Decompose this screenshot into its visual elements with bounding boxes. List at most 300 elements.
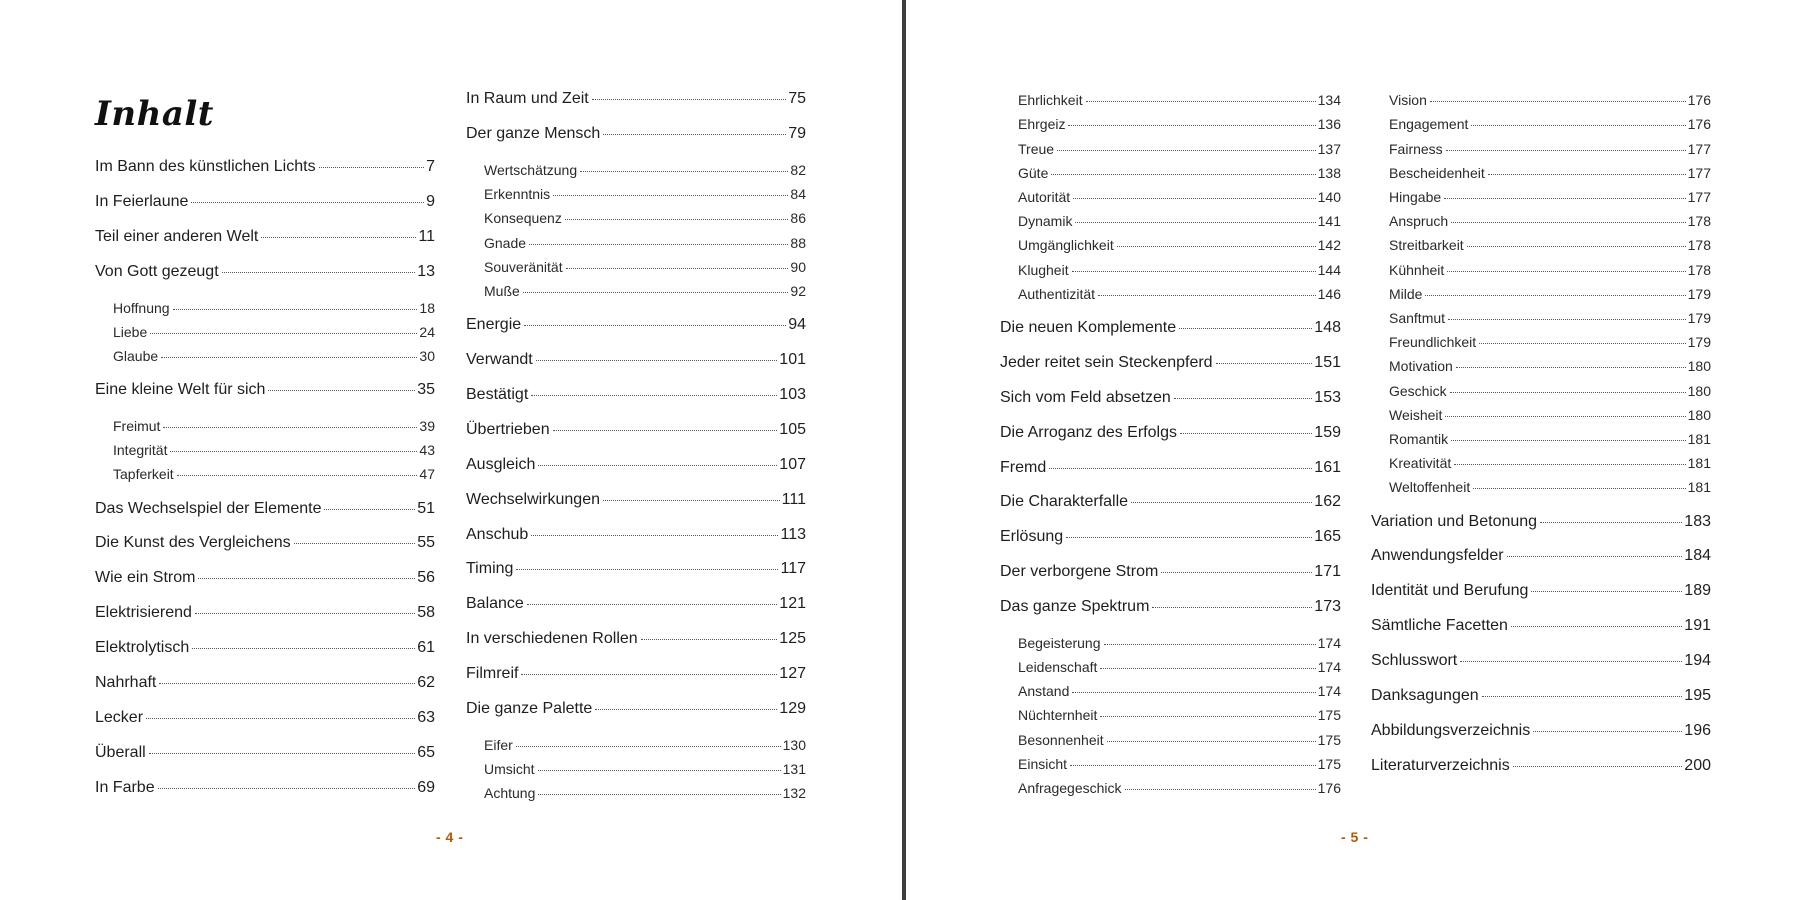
toc-entry-page: 148 [1314,318,1341,336]
toc-dot-leader [521,674,777,675]
toc-entry [466,90,806,108]
toc-dot-leader [1152,607,1312,608]
toc-entry [95,300,435,316]
toc-entry [1371,617,1711,635]
toc-entry-page: 130 [782,736,806,753]
toc-entry [95,381,435,399]
toc-entry-title: Verwandt [466,351,533,368]
toc-entry-title: Ehrlichkeit [1018,92,1083,109]
toc-dot-leader [1540,522,1682,523]
toc-entry-title: Bestätigt [466,385,529,403]
toc-dot-leader [1066,537,1312,538]
toc-entry [1371,116,1711,132]
toc-entry-title: Elektrisierend [95,604,192,622]
toc-entry [95,744,435,762]
toc-entry [95,348,435,364]
toc-dot-leader [268,390,415,391]
toc-column-right-1 [1000,0,1341,800]
toc-dot-leader [1179,328,1312,329]
toc-dot-leader [1117,246,1316,247]
toc-dot-leader [531,535,778,536]
toc-title: Inhalt [95,94,214,134]
toc-dot-leader [1430,101,1686,102]
toc-entry [1000,659,1341,675]
toc-entry-page: 146 [1317,285,1341,302]
toc-entry-page: 159 [1314,423,1341,441]
toc-entry-page: 153 [1314,388,1341,406]
toc-entry-page: 129 [779,700,806,717]
toc-entry-page: 51 [417,499,435,517]
toc-dot-leader [641,639,778,640]
toc-entry-title: Identität und Berufung [1371,582,1529,600]
toc-entry-title: Wertschätzung [484,161,578,178]
toc-dot-leader [592,99,786,100]
toc-dot-leader [1460,661,1682,662]
toc-entry [466,456,806,474]
toc-entry [1000,116,1341,132]
toc-entry [1371,722,1711,740]
toc-entry-title: Fremd [1000,458,1047,476]
toc-entry-title: Geschick [1389,382,1447,399]
toc-column-left-2 [466,0,806,800]
toc-entry-title: Nahrhaft [95,674,157,691]
toc-entry-title: Motivation [1389,358,1453,375]
toc-entry-title: Fairness [1389,140,1443,157]
toc-dot-leader [538,465,777,466]
toc-entry [466,386,806,404]
toc-entry [466,700,806,718]
toc-entry [95,466,435,482]
toc-entry-page: 9 [426,193,435,211]
toc-dot-leader [149,753,416,754]
toc-entry-title: Das ganze Spektrum [1000,598,1150,616]
toc-dot-leader [1513,766,1683,767]
toc-dot-leader [1107,741,1316,742]
toc-dot-leader [177,475,418,476]
toc-entry-page: 175 [1317,707,1341,724]
toc-entry-page: 11 [418,228,435,246]
toc-entry [1000,165,1341,181]
toc-dot-leader [516,746,781,747]
toc-entry-page: 131 [782,760,806,777]
toc-entry-title: Leidenschaft [1018,658,1098,675]
toc-entry-title: Kreativität [1389,455,1452,472]
toc-entry-page: 189 [1684,582,1711,600]
toc-entry-title: Ausgleich [466,455,536,473]
toc-entry-page: 58 [417,604,435,622]
toc-entry-title: Timing [466,560,514,578]
toc-entry [466,125,806,143]
toc-entry-title: Engagement [1389,116,1469,133]
toc-entry-page: 181 [1687,455,1711,472]
toc-entry-title: Erkenntnis [484,186,551,203]
toc-entry-title: Dynamik [1018,213,1073,230]
toc-entry-page: 136 [1317,116,1341,133]
toc-entry-title: Danksagungen [1371,687,1479,704]
toc-entry-title: Die Arroganz des Erfolgs [1000,423,1177,441]
toc-entry-title: Hoffnung [113,299,170,316]
toc-dot-leader [595,709,777,710]
toc-entry-title: Energie [466,316,522,334]
toc-entry-page: 173 [1314,598,1341,616]
toc-entry-page: 174 [1317,634,1341,651]
toc-entry [95,500,435,518]
toc-dot-leader [1174,398,1313,399]
toc-entry [1000,732,1341,748]
toc-dot-leader [1451,222,1685,223]
toc-entry-page: 103 [779,385,806,403]
toc-entry [1000,598,1341,616]
toc-entry [1371,687,1711,705]
toc-entry-page: 30 [419,348,435,365]
toc-entry-title: Achtung [484,785,536,801]
toc-entry-page: 184 [1684,547,1711,565]
toc-dot-leader [195,613,415,614]
toc-dot-leader [1454,464,1685,465]
toc-entry [1371,652,1711,670]
toc-entry-page: 194 [1684,652,1711,670]
toc-entry-title: In verschiedenen Rollen [466,630,638,648]
toc-entry-page: 179 [1687,285,1711,302]
toc-dot-leader [523,292,789,293]
toc-entry-page: 138 [1317,164,1341,181]
toc-entry-page: 177 [1687,188,1711,205]
toc-column-left-1 [95,0,435,800]
toc-entry-title: Kühnheit [1389,261,1445,278]
toc-entry-title: Streitbarkeit [1389,237,1464,254]
toc-entry-page: 161 [1314,458,1341,476]
toc-dot-leader [603,134,786,135]
toc-entry-page: 176 [1317,779,1341,796]
toc-entry [95,418,435,434]
toc-entry [466,235,806,251]
toc-entry-title: Tapferkeit [113,466,174,483]
toc-entry [1371,383,1711,399]
toc-entry-page: 175 [1317,755,1341,772]
toc-entry-title: Variation und Betonung [1371,512,1538,530]
toc-entry-page: 86 [790,210,806,227]
toc-entry-page: 55 [417,534,435,552]
toc-entry [466,761,806,777]
toc-entry-title: Der verborgene Strom [1000,563,1159,581]
toc-entry-page: 180 [1687,406,1711,423]
toc-dot-leader [531,395,777,396]
toc-dot-leader [1161,572,1312,573]
toc-entry-page: 200 [1684,756,1711,774]
toc-dot-leader [159,683,415,684]
toc-entry-page: 137 [1317,140,1341,157]
toc-dot-leader [1100,716,1315,717]
toc-entry [466,665,806,683]
toc-entry-page: 24 [419,323,435,340]
toc-entry-page: 117 [780,560,806,578]
toc-entry [1000,493,1341,511]
toc-entry-page: 92 [790,282,806,299]
toc-dot-leader [1073,198,1316,199]
toc-entry [1371,431,1711,447]
toc-entry-title: In Farbe [95,778,155,796]
toc-entry [1000,92,1341,108]
toc-entry-title: Weltoffenheit [1389,479,1471,496]
toc-entry-title: Weisheit [1389,406,1443,423]
toc-entry-page: 183 [1684,512,1711,530]
toc-dot-leader [1446,150,1686,151]
toc-entry-page: 101 [779,351,806,368]
toc-entry-page: 35 [417,381,435,399]
toc-entry-page: 171 [1314,563,1341,581]
toc-entry [466,351,806,369]
toc-entry-title: Schlusswort [1371,652,1458,670]
toc-dot-leader [173,309,418,310]
toc-entry-page: 132 [782,785,806,801]
toc-dot-leader [1100,668,1315,669]
toc-entry [1371,513,1711,531]
toc-entry [95,442,435,458]
toc-entry-page: 65 [417,743,435,761]
toc-entry [1000,141,1341,157]
toc-entry [1000,683,1341,699]
toc-entry-page: 180 [1687,382,1711,399]
toc-entry-title: Freundlichkeit [1389,334,1477,351]
toc-entry-title: Die neuen Komplemente [1000,318,1177,336]
toc-entry [1371,141,1711,157]
toc-dot-leader [294,543,416,544]
toc-entry [1000,189,1341,205]
toc-entry-title: Umsicht [484,760,535,777]
toc-entry [1000,389,1341,407]
toc-entry [1371,262,1711,278]
toc-entry-page: 84 [790,186,806,203]
toc-entry-title: Anspruch [1389,213,1449,230]
toc-dot-leader [553,430,778,431]
toc-entry [1371,213,1711,229]
toc-dot-leader [1533,731,1682,732]
toc-entry-page: 39 [419,417,435,434]
toc-entry-page: 175 [1317,731,1341,748]
toc-dot-leader [150,333,417,334]
toc-entry-title: Die Kunst des Vergleichens [95,534,291,552]
toc-entry [466,785,806,801]
toc-dot-leader [1104,644,1316,645]
toc-dot-leader [524,325,786,326]
toc-dot-leader [1451,440,1686,441]
toc-dot-leader [1467,246,1686,247]
toc-entry-title: Von Gott gezeugt [95,263,219,281]
toc-entry [95,263,435,281]
toc-dot-leader [566,268,789,269]
toc-dot-leader [1131,502,1312,503]
toc-entry-title: Glaube [113,348,159,365]
toc-dot-leader [158,788,416,789]
toc-entry-title: Konsequenz [484,210,562,227]
toc-dot-leader [1425,295,1685,296]
toc-dot-leader [603,500,780,501]
toc-dot-leader [1511,626,1682,627]
toc-entry-title: Besonnenheit [1018,731,1104,748]
toc-dot-leader [1072,692,1315,693]
toc-dot-leader [1445,416,1685,417]
toc-entry [1371,757,1711,775]
toc-entry-title: Bescheidenheit [1389,164,1485,181]
toc-entry [1371,547,1711,565]
toc-entry-page: 79 [788,125,806,143]
toc-entry-page: 141 [1317,213,1341,230]
toc-entry [1371,334,1711,350]
toc-entry-title: Nüchternheit [1018,707,1098,724]
toc-entry [1371,358,1711,374]
toc-entry [1371,286,1711,302]
toc-entry-page: 181 [1687,430,1711,447]
toc-entry [466,560,806,578]
toc-entry [1371,165,1711,181]
toc-dot-leader [146,718,415,719]
toc-entry [466,162,806,178]
toc-entry [1000,213,1341,229]
toc-column-right-2 [1371,0,1711,800]
toc-dot-leader [198,578,415,579]
toc-dot-leader [1444,198,1685,199]
toc-entry [95,674,435,692]
toc-entry-title: Wechselwirkungen [466,490,600,508]
toc-entry-page: 94 [788,316,806,334]
toc-entry-title: In Raum und Zeit [466,90,589,108]
toc-dot-leader [1057,150,1316,151]
toc-entry [1000,424,1341,442]
toc-entry-title: Authentizität [1018,285,1096,302]
toc-entry-page: 88 [790,234,806,251]
toc-entry [466,630,806,648]
toc-dot-leader [1070,765,1316,766]
toc-entry-title: Sämtliche Facetten [1371,617,1508,635]
toc-entry-page: 75 [788,90,806,108]
toc-dot-leader [324,509,415,510]
toc-entry [95,709,435,727]
toc-entry-title: Eine kleine Welt für sich [95,381,266,399]
toc-entry-page: 177 [1687,140,1711,157]
toc-entry-title: Das Wechselspiel der Elemente [95,499,322,517]
toc-entry [95,604,435,622]
right-page [906,0,1806,900]
toc-entry-page: 179 [1687,309,1711,326]
toc-entry-title: Vision [1389,92,1427,109]
toc-entry-page: 180 [1687,358,1711,375]
toc-dot-leader [1482,696,1683,697]
toc-entry-page: 196 [1684,721,1711,739]
toc-entry-page: 62 [417,674,435,691]
toc-entry-page: 151 [1314,353,1341,371]
toc-entry-page: 195 [1684,687,1711,704]
toc-entry-page: 82 [790,161,806,178]
toc-entry-page: 105 [779,420,806,438]
toc-dot-leader [1531,591,1682,592]
toc-dot-leader [1180,433,1312,434]
toc-entry-title: Anwendungsfelder [1371,547,1504,565]
toc-dot-leader [170,451,417,452]
toc-entry-page: 7 [426,158,435,176]
toc-dot-leader [516,569,778,570]
toc-dot-leader [536,360,778,361]
toc-entry [1371,479,1711,495]
toc-dot-leader [1049,468,1312,469]
toc-entry [1000,707,1341,723]
toc-entry-title: Liebe [113,323,148,340]
toc-dot-leader [191,202,424,203]
toc-entry [466,210,806,226]
toc-entry-title: Romantik [1389,430,1449,447]
toc-entry-title: Erlösung [1000,528,1064,546]
toc-entry-title: Einsicht [1018,755,1068,772]
toc-entry-title: Anfragegeschick [1018,779,1122,796]
toc-entry-page: 111 [781,490,806,508]
toc-entry [466,186,806,202]
toc-dot-leader [1479,343,1685,344]
toc-entry-page: 69 [417,778,435,796]
toc-entry-page: 165 [1314,528,1341,546]
toc-dot-leader [565,219,789,220]
toc-dot-leader [538,770,781,771]
toc-entry-page: 176 [1687,116,1711,133]
toc-entry-page: 18 [419,299,435,316]
toc-entry-page: 113 [780,525,806,543]
toc-entry-title: Der ganze Mensch [466,125,601,143]
toc-entry-title: Freimut [113,417,161,434]
toc-entry-page: 90 [790,258,806,275]
toc-dot-leader [1072,271,1316,272]
toc-entry-title: Klugheit [1018,261,1069,278]
toc-entry-title: Literaturverzeichnis [1371,756,1510,774]
toc-entry-title: Wie ein Strom [95,569,196,587]
toc-entry-title: Übertrieben [466,420,550,438]
toc-entry [1000,319,1341,337]
toc-dot-leader [1098,295,1316,296]
toc-entry-title: Treue [1018,140,1055,157]
toc-entry-title: Teil einer anderen Welt [95,228,259,246]
toc-entry [95,324,435,340]
toc-dot-leader [1507,556,1683,557]
toc-entry-title: Hingabe [1389,188,1442,205]
toc-dot-leader [1448,319,1686,320]
page-number-left: - 4 - [436,829,464,845]
toc-dot-leader [538,794,780,795]
toc-entry-title: Anstand [1018,683,1070,700]
toc-dot-leader [319,167,425,168]
toc-entry-title: Souveränität [484,258,563,275]
toc-entry-page: 174 [1317,658,1341,675]
toc-entry [95,158,435,176]
toc-entry-page: 121 [779,595,806,613]
toc-entry-title: Abbildungsverzeichnis [1371,721,1531,739]
toc-entry-title: Umgänglichkeit [1018,237,1114,254]
left-page [0,0,902,900]
toc-dot-leader [527,604,777,605]
toc-entry-page: 178 [1687,261,1711,278]
toc-entry [1000,459,1341,477]
toc-entry-title: Die Charakterfalle [1000,493,1129,511]
toc-entry-title: Gnade [484,234,527,251]
toc-entry-title: Lecker [95,708,144,726]
toc-entry-page: 43 [419,442,435,459]
toc-dot-leader [1068,125,1315,126]
toc-entry-page: 61 [417,639,435,657]
toc-entry-page: 178 [1687,213,1711,230]
toc-entry-page: 178 [1687,237,1711,254]
toc-entry-page: 63 [417,708,435,726]
toc-entry-title: Die ganze Palette [466,700,593,717]
toc-entry [1000,354,1341,372]
toc-entry [466,283,806,299]
toc-entry [466,491,806,509]
toc-entry-title: Elektrolytisch [95,639,190,657]
